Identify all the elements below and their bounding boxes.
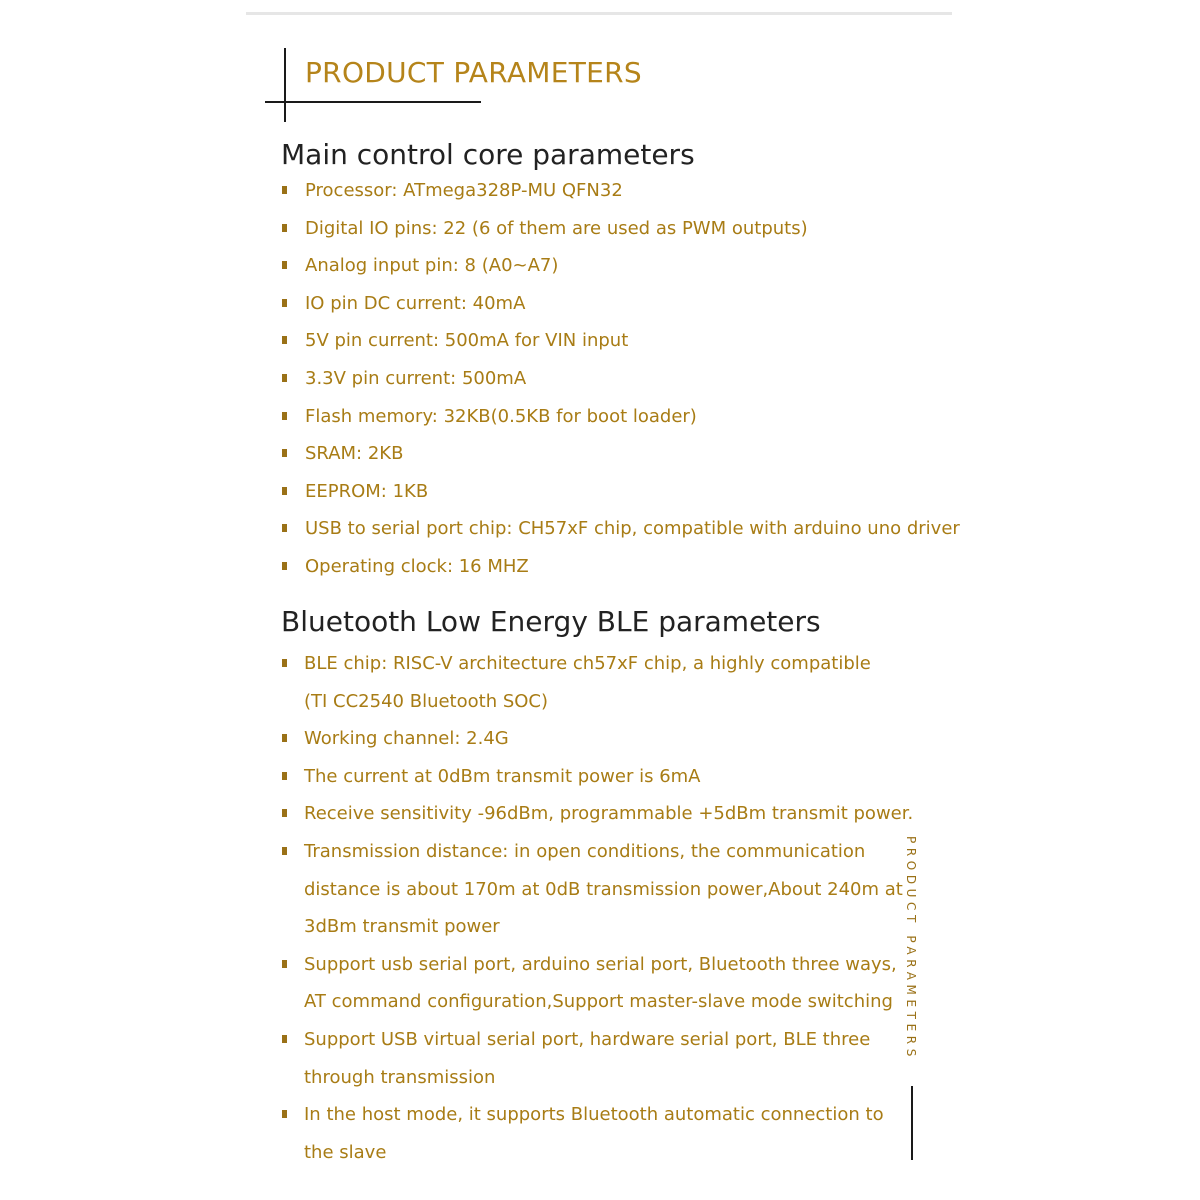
parameter-item bbox=[281, 833, 913, 946]
main-control-parameter-list bbox=[281, 172, 960, 586]
parameter-item bbox=[281, 322, 960, 360]
top-divider bbox=[246, 12, 952, 15]
parameter-item bbox=[281, 435, 960, 473]
bullet-icon bbox=[282, 659, 287, 667]
bullet-icon bbox=[282, 524, 287, 532]
parameter-item bbox=[281, 1021, 913, 1096]
bullet-icon bbox=[282, 772, 287, 780]
parameter-item bbox=[281, 548, 960, 586]
parameter-item bbox=[281, 398, 960, 436]
parameter-text-line: Support USB virtual serial port, hardware serial port, BLE three bbox=[304, 1028, 871, 1050]
bullet-icon bbox=[282, 1110, 287, 1118]
parameter-text-line: AT command configuration,Support master-slave mode switching bbox=[304, 991, 893, 1013]
parameter-text-line: the slave bbox=[304, 1141, 387, 1163]
parameter-text-line: Flash memory: 32KB(0.5KB for boot loader) bbox=[305, 405, 697, 427]
parameter-text-line: 3.3V pin current: 500mA bbox=[305, 367, 527, 389]
parameter-text-line: Analog input pin: 8 (A0~A7) bbox=[305, 255, 559, 277]
parameter-text-line: The current at 0dBm transmit power is 6mA bbox=[304, 765, 701, 787]
bullet-icon bbox=[282, 224, 287, 232]
parameter-item bbox=[281, 1096, 913, 1171]
parameter-text-line: distance is about 170m at 0dB transmission power,About 240m at bbox=[304, 878, 903, 900]
parameter-text-line: USB to serial port chip: CH57xF chip, compatible with arduino uno driver bbox=[305, 518, 960, 540]
parameter-item bbox=[281, 473, 960, 511]
bullet-icon bbox=[282, 186, 287, 194]
parameter-text-line: SRAM: 2KB bbox=[305, 443, 404, 465]
parameter-item bbox=[281, 758, 913, 796]
bullet-icon bbox=[282, 374, 287, 382]
parameter-item bbox=[281, 645, 913, 720]
side-label: PRODUCT PARAMETERS bbox=[904, 836, 918, 1061]
parameter-text-line: Working channel: 2.4G bbox=[304, 728, 509, 750]
parameter-item bbox=[281, 510, 960, 548]
bullet-icon bbox=[282, 1035, 287, 1043]
section-title-main-control: Main control core parameters bbox=[281, 138, 695, 171]
section-title-ble: Bluetooth Low Energy BLE parameters bbox=[281, 605, 821, 638]
parameter-text-line: 5V pin current: 500mA for VIN input bbox=[305, 330, 629, 352]
ble-parameter-list bbox=[281, 645, 913, 1171]
parameter-text-line: 3dBm transmit power bbox=[304, 916, 500, 938]
parameter-text-line: Operating clock: 16 MHZ bbox=[305, 555, 529, 577]
parameter-item bbox=[281, 285, 960, 323]
page-title: PRODUCT PARAMETERS bbox=[305, 56, 642, 89]
parameter-text-line: Digital IO pins: 22 (6 of them are used as PWM outputs) bbox=[305, 217, 808, 239]
header-crosshair-horizontal bbox=[265, 101, 481, 103]
bullet-icon bbox=[282, 412, 287, 420]
parameter-text-line: through transmission bbox=[304, 1066, 496, 1088]
bullet-icon bbox=[282, 299, 287, 307]
side-decorative-line bbox=[911, 1086, 913, 1160]
bullet-icon bbox=[282, 809, 287, 817]
bullet-icon bbox=[282, 734, 287, 742]
parameter-item bbox=[281, 946, 913, 1021]
bullet-icon bbox=[282, 562, 287, 570]
parameter-item bbox=[281, 247, 960, 285]
bullet-icon bbox=[282, 960, 287, 968]
bullet-icon bbox=[282, 449, 287, 457]
parameter-item bbox=[281, 360, 960, 398]
parameter-text-line: Receive sensitivity -96dBm, programmable +5dBm transmit power. bbox=[304, 803, 914, 825]
parameter-text-line: IO pin DC current: 40mA bbox=[305, 292, 526, 314]
parameter-text-line: Processor: ATmega328P-MU QFN32 bbox=[305, 180, 623, 201]
parameter-item bbox=[281, 172, 960, 210]
parameter-text-line: (TI CC2540 Bluetooth SOC) bbox=[304, 690, 549, 712]
parameter-item bbox=[281, 720, 913, 758]
parameter-text-line: BLE chip: RISC-V architecture ch57xF chip, a highly compatible bbox=[304, 653, 871, 674]
parameter-text-line: EEPROM: 1KB bbox=[305, 480, 429, 502]
bullet-icon bbox=[282, 847, 287, 855]
parameter-text-line: In the host mode, it supports Bluetooth automatic connection to bbox=[304, 1104, 884, 1126]
bullet-icon bbox=[282, 336, 287, 344]
parameter-text-line: Support usb serial port, arduino serial port, Bluetooth three ways, bbox=[304, 953, 897, 975]
parameter-item bbox=[281, 795, 913, 833]
bullet-icon bbox=[282, 261, 287, 269]
parameter-item bbox=[281, 210, 960, 248]
header-crosshair-vertical bbox=[284, 48, 286, 122]
parameter-text-line: Transmission distance: in open conditions, the communication bbox=[304, 840, 866, 862]
bullet-icon bbox=[282, 487, 287, 495]
